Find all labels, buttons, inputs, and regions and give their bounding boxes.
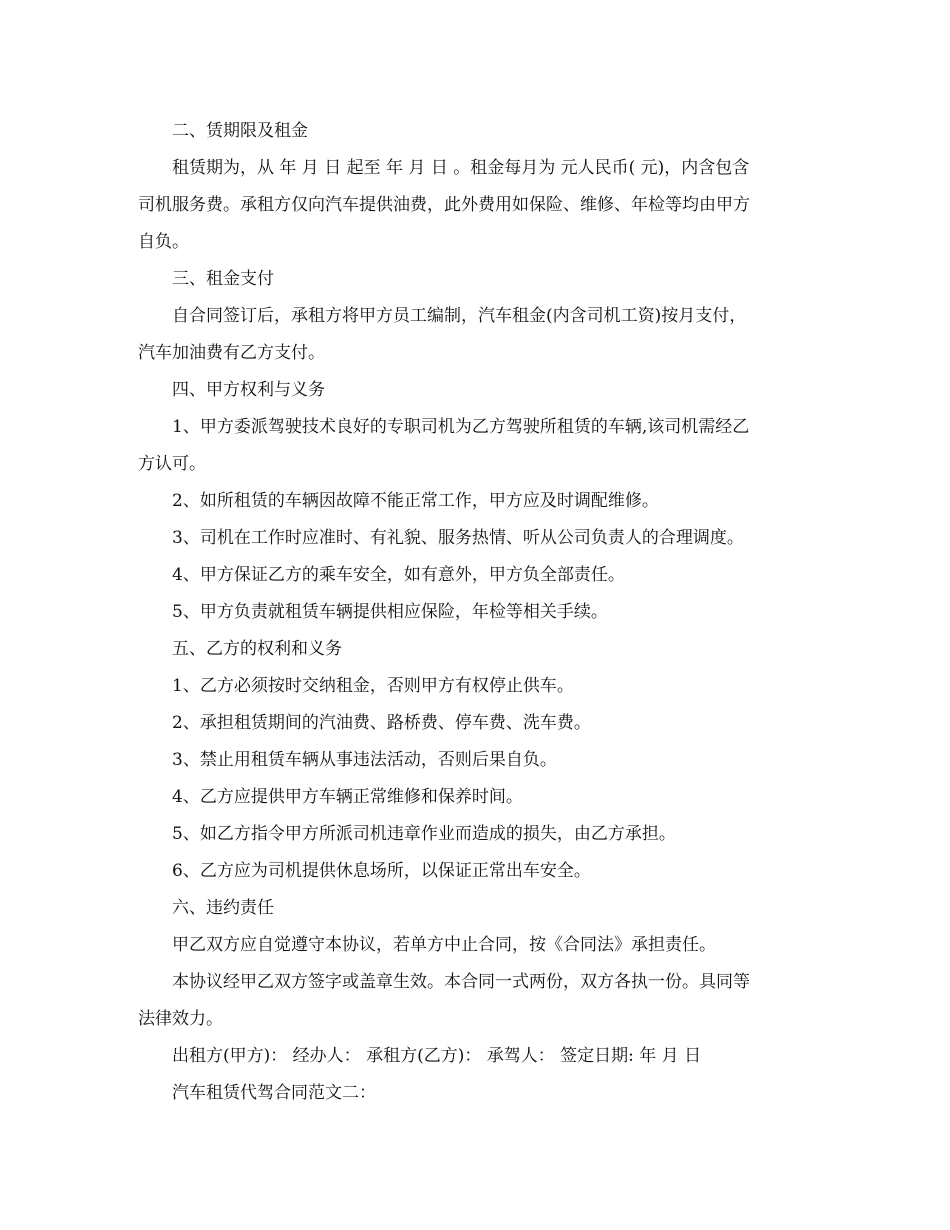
paragraph (138, 964, 808, 1038)
text-line: 方认可。 (138, 454, 206, 474)
text-line: 出租方(甲方)： 经办人： 承租方(乙方)： 承驾人： 签定日期: 年 月 日 (172, 1046, 702, 1066)
text-line: 4、甲方保证乙方的乘车安全，如有意外，甲方负全部责任。 (172, 565, 625, 585)
list-item (138, 705, 808, 742)
text-line: 二、赁期限及租金 (172, 121, 308, 141)
list-item (138, 779, 808, 816)
text-line: 司机服务费。承租方仅向汽车提供油费，此外费用如保险、维修、年检等均由甲方 (138, 195, 750, 215)
text-line: 1、乙方必须按时交纳租金，否则甲方有权停止供车。 (172, 676, 574, 696)
text-line: 六、违约责任 (172, 898, 274, 918)
list-item (138, 594, 808, 631)
signature-line (138, 1038, 808, 1075)
text-line: 5、甲方负责就租赁车辆提供相应保险，年检等相关手续。 (172, 602, 608, 622)
list-item (138, 816, 808, 853)
section-heading (138, 631, 808, 668)
text-line: 本协议经甲乙双方签字或盖章生效。本合同一式两份，双方各执一份。具同等 (172, 972, 750, 992)
text-line: 法律效力。 (138, 1009, 223, 1029)
text-line: 自负。 (138, 232, 189, 252)
text-line: 租赁期为，从 年 月 日 起至 年 月 日 。租金每月为 元人民币( 元)，内含包含 (172, 158, 750, 178)
list-item (138, 409, 808, 483)
text-line: 2、承担租赁期间的汽油费、路桥费、停车费、洗车费。 (172, 713, 591, 733)
list-item (138, 483, 808, 520)
text-line: 3、禁止用租赁车辆从事违法活动，否则后果自负。 (172, 750, 557, 770)
next-section-title (138, 1075, 808, 1112)
text-line: 6、乙方应为司机提供休息场所，以保证正常出车安全。 (172, 861, 591, 881)
list-item (138, 557, 808, 594)
text-line: 甲乙双方应自觉遵守本协议，若单方中止合同，按《合同法》承担责任。 (172, 935, 716, 955)
text-line: 3、司机在工作时应准时、有礼貌、服务热情、听从公司负责人的合理调度。 (172, 528, 744, 548)
text-line: 四、甲方权利与义务 (172, 380, 325, 400)
list-item (138, 520, 808, 557)
list-item (138, 853, 808, 890)
section-heading (138, 372, 808, 409)
text-line: 汽车加油费有乙方支付。 (138, 343, 325, 363)
paragraph (138, 298, 808, 372)
list-item (138, 668, 808, 705)
document-body (138, 113, 808, 1112)
paragraph (138, 150, 808, 261)
text-line: 5、如乙方指令甲方所派司机违章作业而造成的损失，由乙方承担。 (172, 824, 676, 844)
text-line: 五、乙方的权利和义务 (172, 639, 342, 659)
text-line: 三、租金支付 (172, 269, 274, 289)
section-heading (138, 890, 808, 927)
section-heading (138, 261, 808, 298)
text-line: 4、乙方应提供甲方车辆正常维修和保养时间。 (172, 787, 523, 807)
list-item (138, 742, 808, 779)
text-line: 2、如所租赁的车辆因故障不能正常工作，甲方应及时调配维修。 (172, 491, 659, 511)
text-line: 汽车租赁代驾合同范文二： (172, 1083, 376, 1103)
text-line: 1、甲方委派驾驶技术良好的专职司机为乙方驾驶所租赁的车辆,该司机需经乙 (172, 417, 750, 437)
text-line: 自合同签订后，承租方将甲方员工编制，汽车租金(内含司机工资)按月支付， (172, 306, 747, 326)
paragraph (138, 927, 808, 964)
section-heading (138, 113, 808, 150)
